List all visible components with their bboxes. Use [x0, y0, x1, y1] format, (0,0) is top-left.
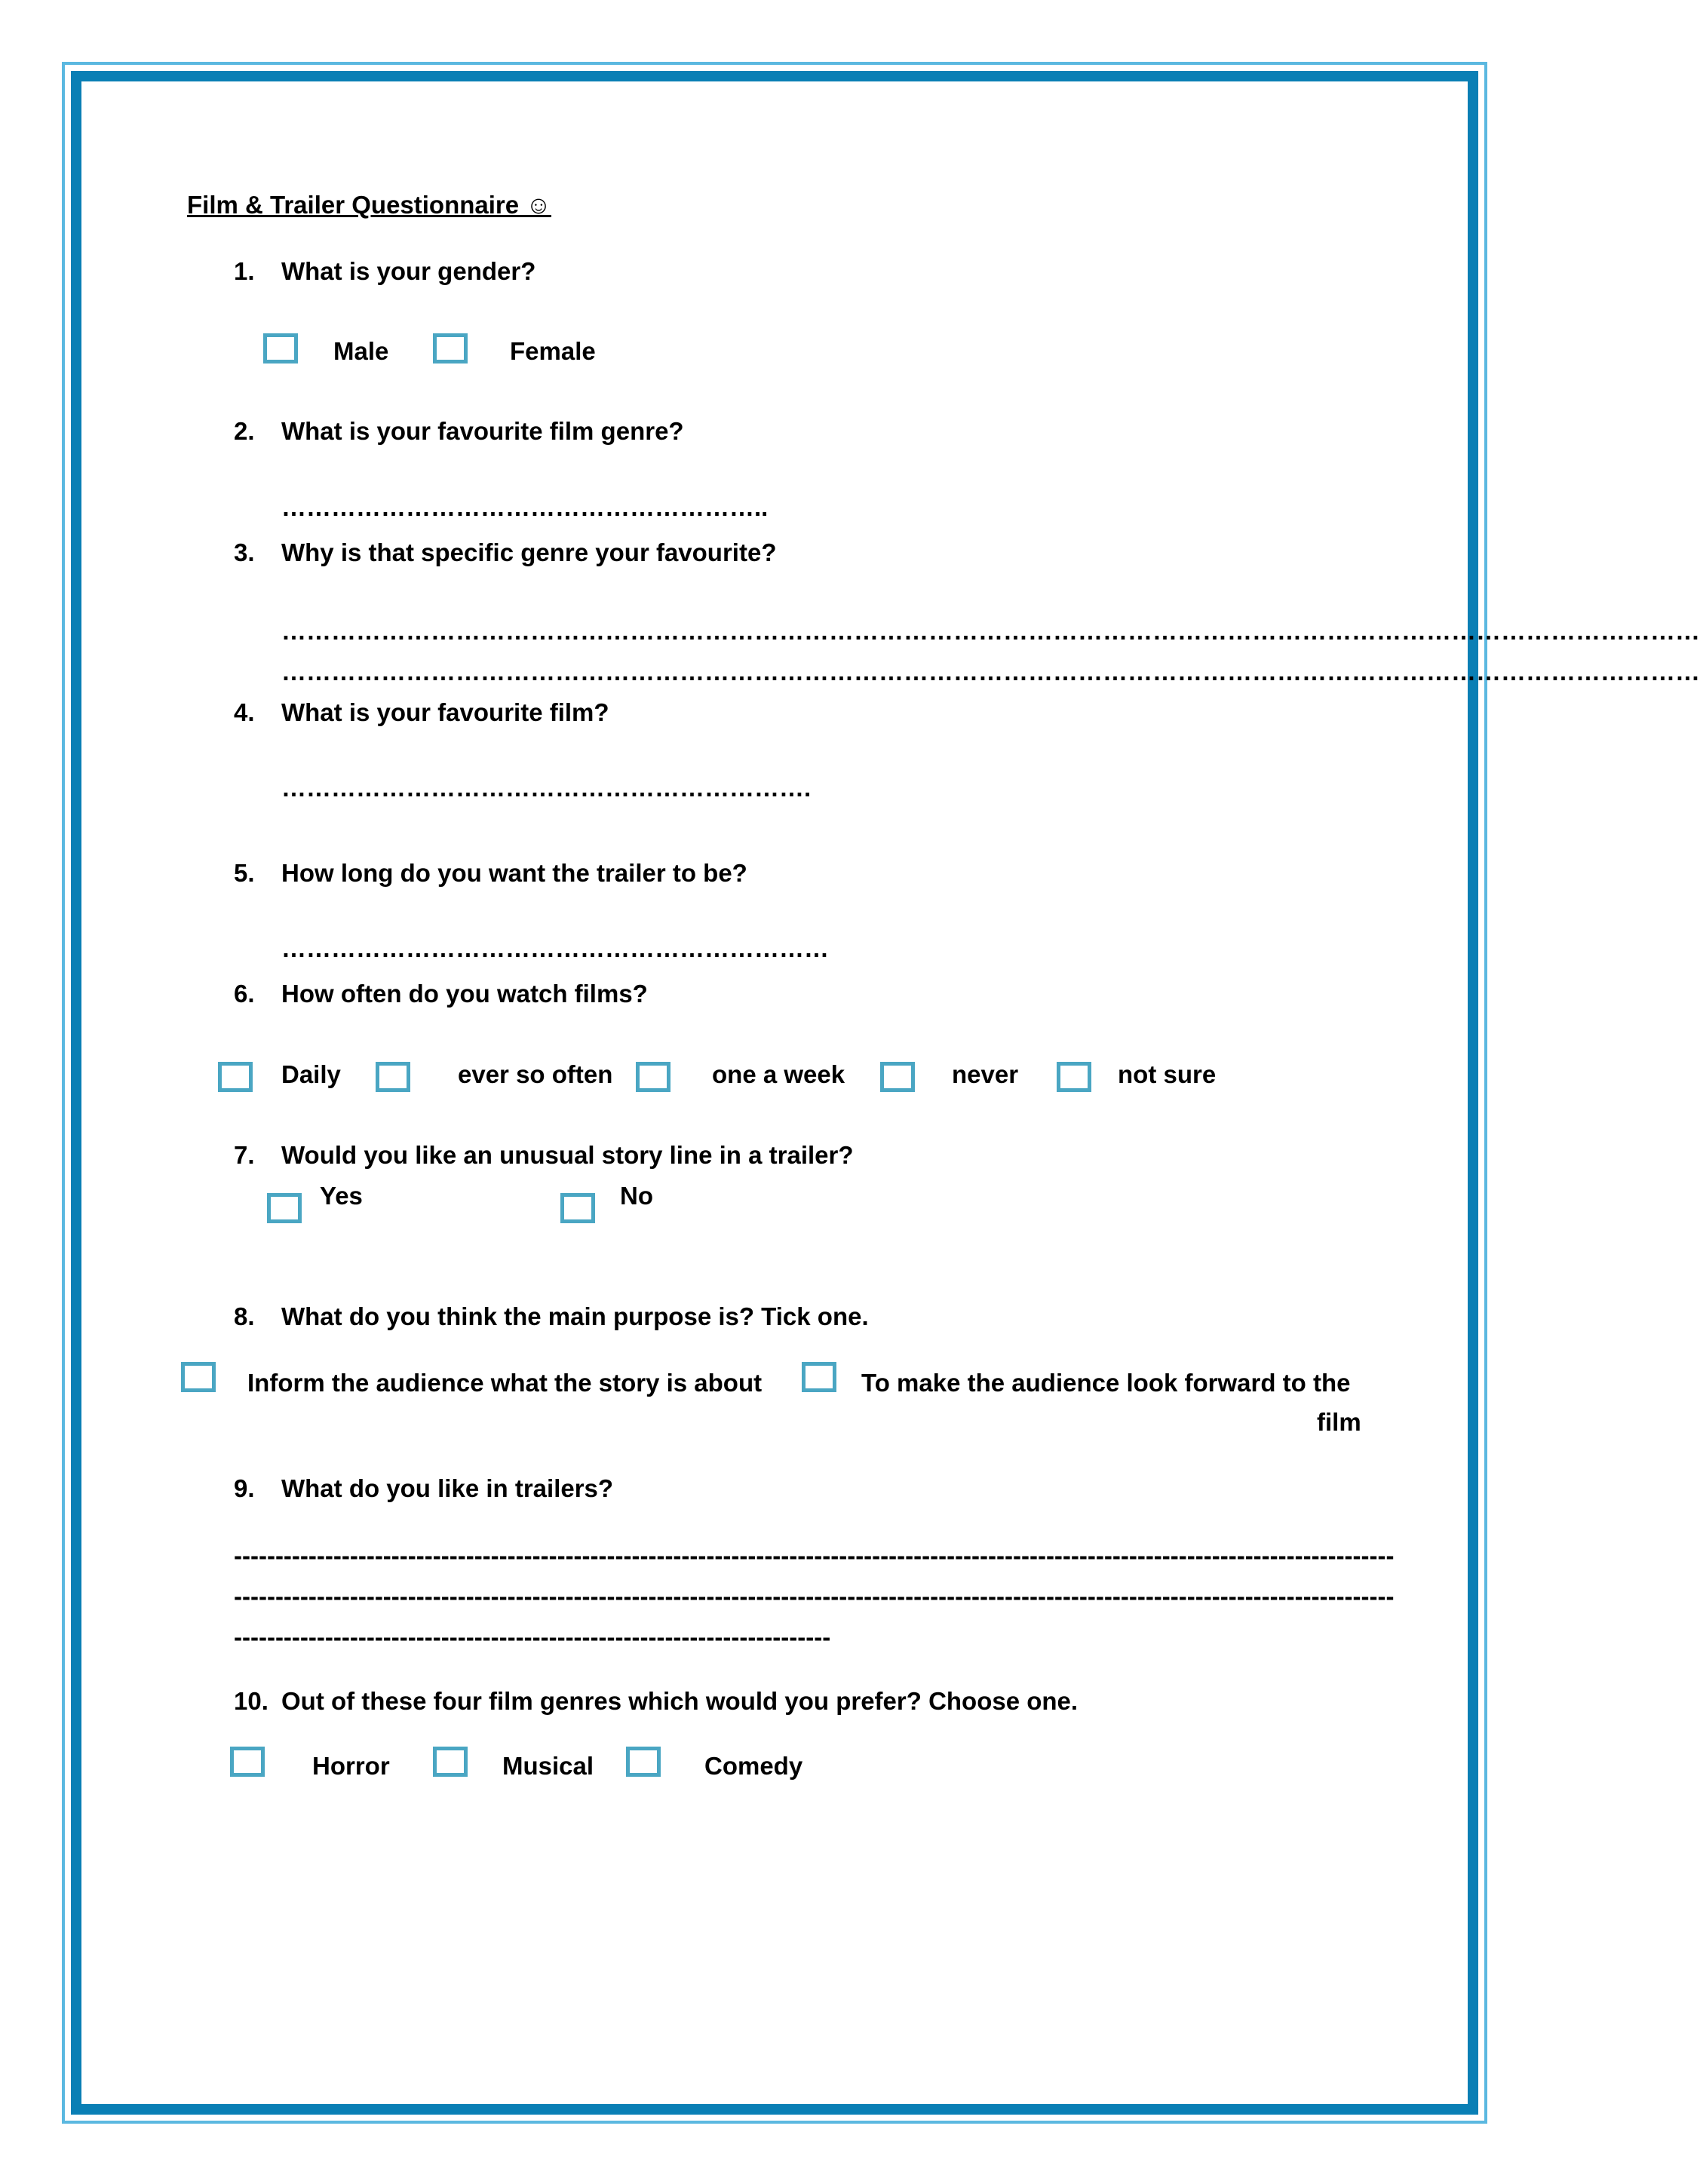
option-female: Female	[510, 337, 596, 365]
option-horror: Horror	[312, 1752, 390, 1780]
q1-text: What is your gender?	[281, 257, 536, 285]
checkbox-look-forward[interactable]	[802, 1362, 836, 1392]
q5-text: How long do you want the trailer to be?	[281, 859, 747, 887]
q7-number: 7.	[234, 1141, 255, 1169]
q4-text: What is your favourite film?	[281, 698, 609, 726]
q9-answer-line-1[interactable]: --------------------------------------------------------------------------------------------------------------------------------------------	[234, 1541, 1395, 1569]
q4-answer-line[interactable]: ……………………………………………………….	[281, 774, 812, 802]
page-title: Film & Trailer Questionnaire ☺	[187, 191, 551, 219]
checkbox-not-sure[interactable]	[1057, 1062, 1091, 1092]
checkbox-one-a-week[interactable]	[636, 1062, 670, 1092]
option-no: No	[620, 1182, 653, 1210]
option-musical: Musical	[502, 1752, 594, 1780]
checkbox-comedy[interactable]	[626, 1747, 661, 1777]
checkbox-horror[interactable]	[230, 1747, 265, 1777]
q6-number: 6.	[234, 980, 255, 1008]
q7-text: Would you like an unusual story line in a trailer?	[281, 1141, 854, 1169]
option-inform-audience: Inform the audience what the story is about	[247, 1369, 763, 1397]
q10-number: 10.	[234, 1687, 269, 1715]
option-never: never	[952, 1060, 1019, 1088]
checkbox-never[interactable]	[880, 1062, 915, 1092]
q9-text: What do you like in trailers?	[281, 1474, 614, 1502]
q6-text: How often do you watch films?	[281, 980, 648, 1008]
q2-answer-line[interactable]: …………………………………………………..	[281, 493, 769, 521]
checkbox-inform-audience[interactable]	[181, 1362, 216, 1392]
q2-number: 2.	[234, 417, 255, 445]
q1-number: 1.	[234, 257, 255, 285]
checkbox-no[interactable]	[560, 1193, 595, 1223]
checkbox-female[interactable]	[433, 333, 468, 363]
q2-text: What is your favourite film genre?	[281, 417, 684, 445]
checkbox-daily[interactable]	[218, 1062, 253, 1092]
checkbox-male[interactable]	[263, 333, 298, 363]
q9-answer-line-2[interactable]: --------------------------------------------------------------------------------------------------------------------------------------------	[234, 1582, 1395, 1610]
q9-number: 9.	[234, 1474, 255, 1502]
q3-text: Why is that specific genre your favourite?	[281, 538, 777, 566]
q8-number: 8.	[234, 1302, 255, 1330]
option-daily: Daily	[281, 1060, 341, 1088]
option-comedy: Comedy	[704, 1752, 803, 1780]
checkbox-ever-so-often[interactable]	[376, 1062, 410, 1092]
option-not-sure: not sure	[1118, 1060, 1217, 1088]
option-yes: Yes	[320, 1182, 363, 1210]
q5-number: 5.	[234, 859, 255, 887]
q4-number: 4.	[234, 698, 255, 726]
q3-answer-line-2[interactable]: ………………………………………………………………………………………………………………………………………………………	[281, 658, 1700, 686]
q9-answer-line-3[interactable]: ------------------------------------------------------------------------	[234, 1623, 831, 1651]
option-look-forward: To make the audience look forward to the	[861, 1369, 1351, 1397]
q8-text: What do you think the main purpose is? Tick one.	[281, 1302, 869, 1330]
q10-text: Out of these four film genres which would you prefer? Choose one.	[281, 1687, 1079, 1715]
page-border-inner	[71, 71, 1700, 2115]
option-one-a-week: one a week	[712, 1060, 845, 1088]
checkbox-yes[interactable]	[267, 1193, 302, 1223]
option-ever-so-often: ever so often	[458, 1060, 613, 1088]
q5-answer-line[interactable]: …………………………………………………………	[281, 934, 829, 962]
q3-answer-line-1[interactable]: ………………………………………………………………………………………………………………………………………………………	[281, 617, 1700, 645]
option-male: Male	[333, 337, 389, 365]
checkbox-musical[interactable]	[433, 1747, 468, 1777]
option-look-forward-continued: film	[1317, 1408, 1361, 1436]
q3-number: 3.	[234, 538, 255, 566]
